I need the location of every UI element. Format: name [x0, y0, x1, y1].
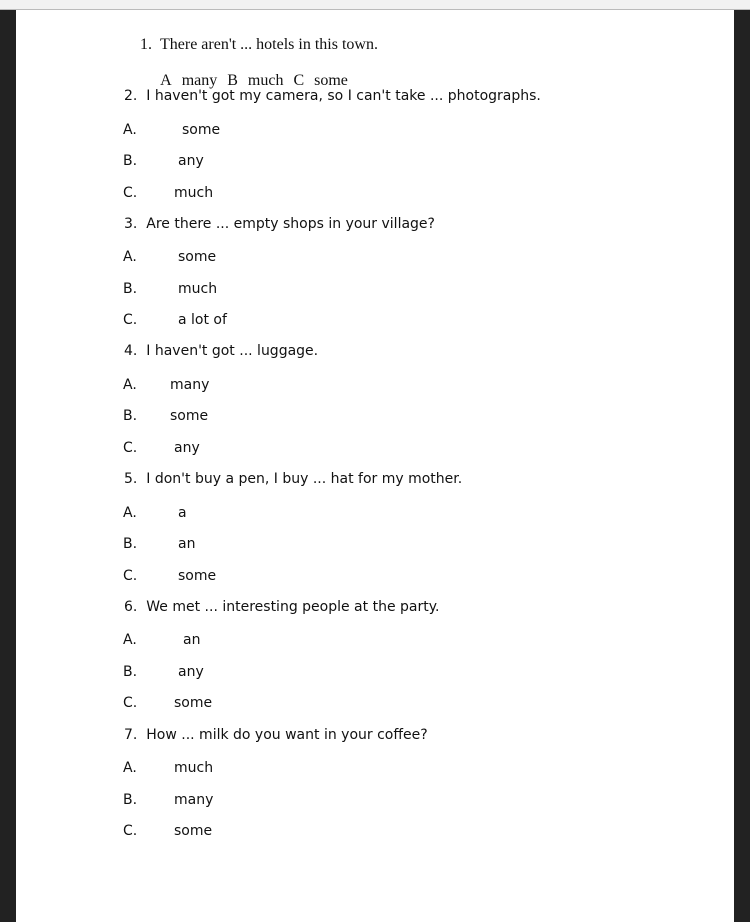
question-4 [124, 342, 318, 360]
option-label: C. [123, 312, 138, 329]
option-text: any [178, 153, 204, 169]
question-text: I haven't got ... luggage. [146, 343, 319, 360]
option-label: C. [123, 184, 138, 201]
option-label: A. [123, 376, 137, 393]
question-number: 7. [124, 726, 138, 743]
option-text: some [170, 408, 209, 425]
option-text: many [181, 72, 218, 89]
option-text: some [174, 695, 213, 712]
option-label: B. [123, 791, 138, 808]
option-text: a lot of [178, 312, 227, 329]
question-text: We met ... interesting people at the party. [146, 598, 440, 615]
question-number: 3. [124, 215, 138, 232]
option-text: some [174, 823, 213, 839]
question-6 [124, 598, 439, 616]
option-label: A. [123, 504, 137, 521]
option-text: an [178, 536, 196, 553]
option-label: C. [123, 695, 138, 712]
option-label: B. [123, 663, 138, 680]
option-label: A [160, 72, 172, 89]
question-number: 5. [124, 471, 138, 488]
top-toolbar [0, 0, 750, 10]
question-text: How ... milk do you want in your coffee? [146, 726, 428, 743]
option-text: many [170, 376, 210, 393]
option-label: A. [123, 760, 137, 776]
question-7 [124, 726, 428, 744]
option-text: a [178, 504, 187, 521]
option-text: an [183, 632, 201, 649]
document-page [16, 10, 734, 922]
option-text: many [174, 791, 214, 808]
option-label: B. [123, 153, 138, 169]
option-label: A. [123, 632, 137, 649]
option-label: C. [123, 823, 138, 839]
option-text: any [174, 439, 200, 456]
option-label: B. [123, 280, 138, 297]
option-text: much [178, 280, 218, 297]
option-text: any [178, 663, 204, 680]
option-text: much [174, 184, 214, 201]
option-label: B. [123, 536, 138, 553]
question-number: 4. [124, 343, 138, 360]
option-text: some [178, 567, 217, 584]
question-text: I haven't got my camera, so I can't take ... photographs. [146, 88, 541, 104]
option-text: much [247, 72, 284, 89]
question-text: Are there ... empty shops in your village? [146, 215, 435, 232]
option-text: some [178, 249, 217, 266]
question-number: 2. [124, 88, 138, 104]
option-label: B. [123, 408, 138, 425]
option-label: C [293, 72, 305, 89]
option-label: C. [123, 439, 138, 456]
question-2 [124, 87, 541, 105]
question-text: I don't buy a pen, I buy ... hat for my mother. [146, 471, 463, 488]
question-number: 6. [124, 598, 138, 615]
question-number: 1. [140, 36, 152, 53]
question-3 [124, 215, 435, 233]
option-label: C. [123, 567, 138, 584]
option-text: some [182, 121, 221, 138]
option-label: A. [123, 249, 137, 266]
question-text: There aren't ... hotels in this town. [160, 36, 378, 53]
option-text: some [314, 72, 348, 89]
question-5 [124, 470, 462, 488]
option-label: A. [123, 121, 137, 138]
option-label: B [227, 72, 238, 89]
option-text: much [174, 760, 214, 776]
